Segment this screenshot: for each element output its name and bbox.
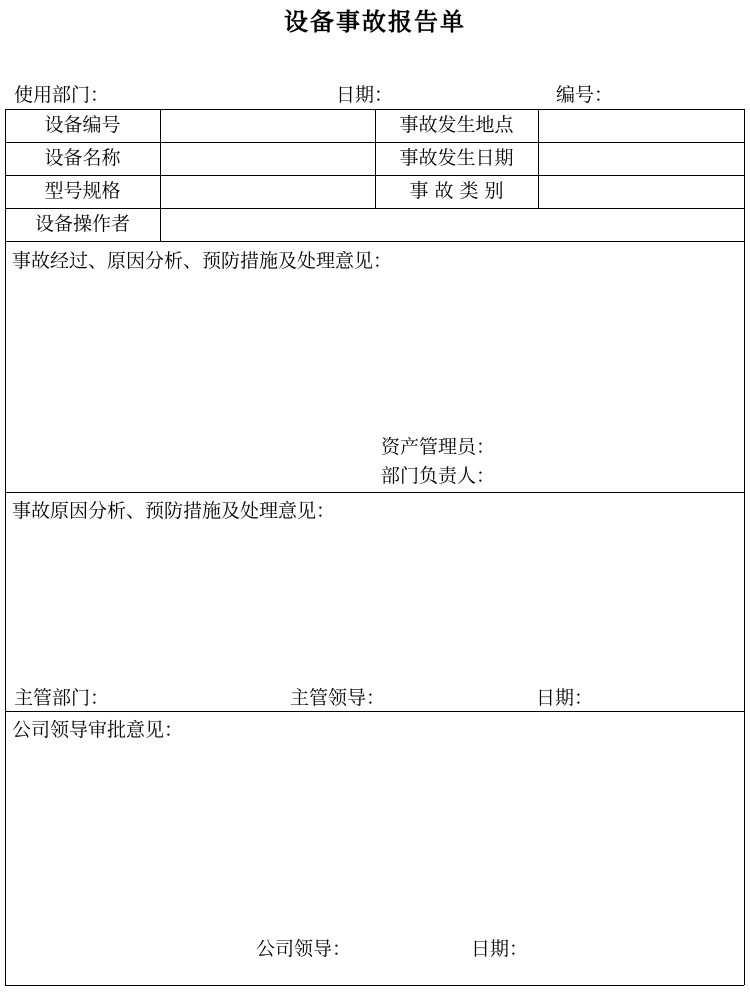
model-spec-label: 型号规格 (44, 180, 121, 202)
date-label: 日期： (336, 84, 394, 106)
section2-date-label: 日期： (536, 687, 594, 709)
section-divider (5, 492, 744, 493)
accident-category-label: 事 故 类 别 (409, 180, 504, 202)
accident-date-label: 事故发生日期 (399, 147, 514, 169)
equipment-name-label: 设备名称 (44, 147, 121, 169)
section3-date-label: 日期： (471, 938, 529, 960)
section3-heading: 公司领导审批意见： (12, 719, 184, 741)
row-divider (5, 241, 744, 242)
row-divider (5, 208, 744, 209)
dept-head-label: 部门负责人： (381, 465, 496, 487)
column-divider (160, 109, 161, 241)
table-border-bottom (5, 985, 744, 986)
supervisor-dept-label: 主管部门： (14, 687, 110, 709)
number-label: 编号： (556, 84, 614, 106)
column-divider (538, 109, 539, 208)
section1-heading: 事故经过、原因分析、预防措施及处理意见： (12, 250, 393, 272)
department-label: 使用部门： (14, 84, 110, 106)
section-divider (5, 711, 744, 712)
company-leader-label: 公司领导： (256, 938, 352, 960)
operator-label: 设备操作者 (34, 213, 130, 235)
equipment-number-label: 设备编号 (44, 114, 121, 136)
page-title: 设备事故报告单 (284, 7, 466, 36)
supervisor-leader-label: 主管领导： (290, 687, 386, 709)
accident-location-label: 事故发生地点 (399, 114, 514, 136)
table-border-right (744, 109, 745, 985)
asset-manager-label: 资产管理员： (381, 436, 496, 458)
section2-heading: 事故原因分析、预防措施及处理意见： (12, 500, 336, 522)
table-border-left (5, 109, 6, 985)
